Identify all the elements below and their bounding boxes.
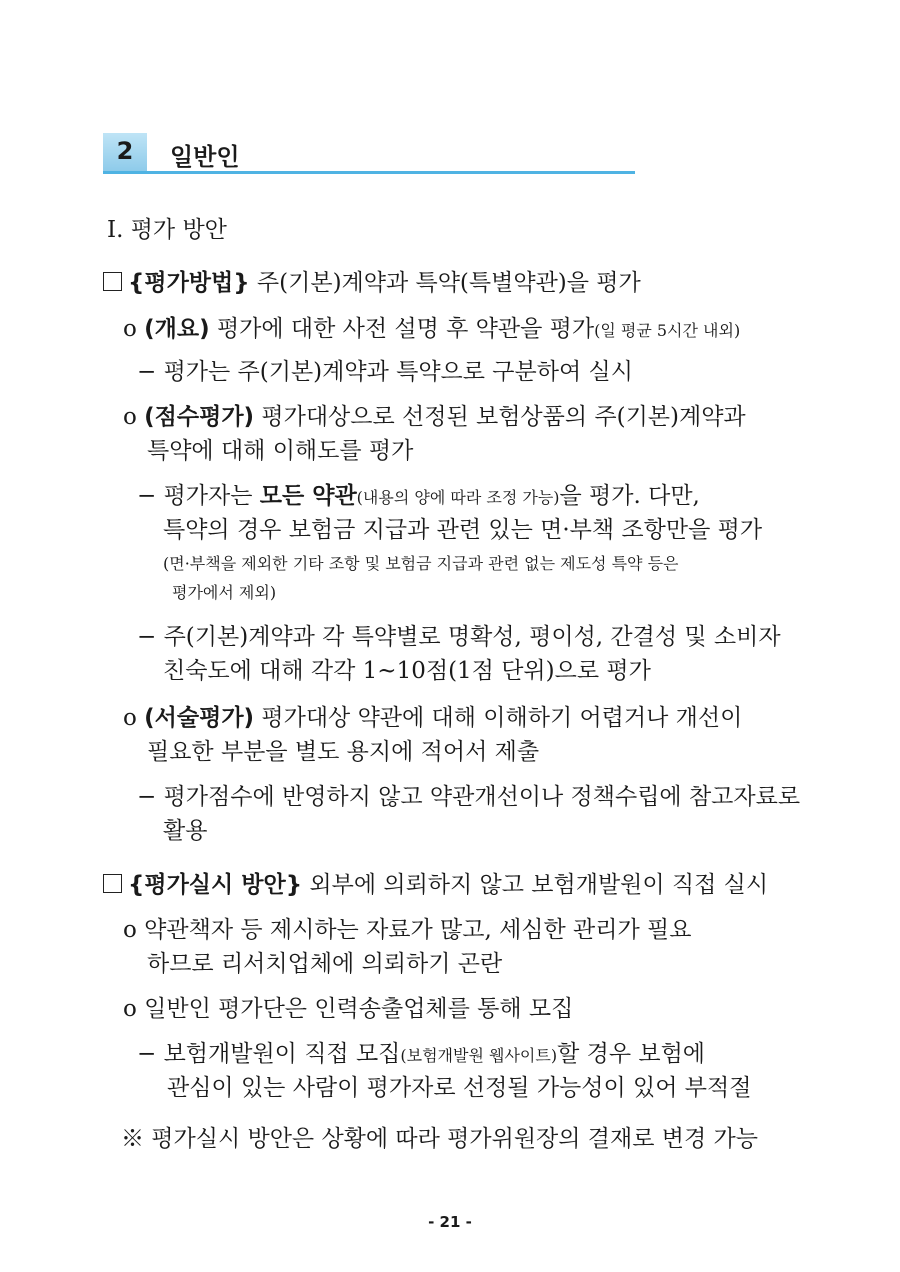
- section-underline: [103, 171, 635, 174]
- score-label: (점수평가): [144, 404, 255, 430]
- written-sub-line1: [137, 784, 800, 810]
- overview-note: (일 평균 5시간 내외): [594, 321, 741, 340]
- overview-sub-text: 평가는 주(기본)계약과 특약으로 구분하여 실시: [163, 359, 633, 385]
- heading-evaluation-plan: Ⅰ. 평가 방안: [107, 217, 227, 243]
- score-line2: 특약에 대해 이해도를 평가: [147, 438, 414, 464]
- block1-title: [103, 270, 641, 296]
- score-sub1-small2: 평가에서 제외): [172, 583, 277, 602]
- block2-label: {평가실시 방안}: [128, 872, 303, 898]
- written-sub-line2: 활용: [163, 818, 208, 844]
- overview-sub: [137, 359, 633, 385]
- block2-title: [103, 872, 768, 898]
- score-sub1-note: (내용의 양에 따라 조정 가능): [356, 488, 560, 507]
- dash-marker: −: [137, 359, 157, 385]
- block2-sub-pre: 보험개발원이 직접 모집: [163, 1041, 401, 1067]
- section-number: 2: [116, 137, 134, 165]
- overview-label: (개요): [144, 316, 210, 342]
- dash-marker: −: [137, 784, 157, 810]
- score-sub2-line1: [137, 624, 781, 650]
- score-sub1-line1: [137, 483, 700, 509]
- score-line1: [123, 404, 746, 430]
- dash-marker: −: [137, 624, 157, 650]
- score-sub2-line2: 친숙도에 대해 각각 1~10점(1점 단위)으로 평가: [163, 658, 651, 684]
- score-sub2-text: 주(기본)계약과 각 특약별로 명확성, 평이성, 간결성 및 소비자: [163, 624, 781, 650]
- block1-text: 주(기본)계약과 특약(특별약관)을 평가: [249, 270, 641, 296]
- item-marker: o: [123, 996, 137, 1022]
- overview-marker: o: [123, 316, 137, 342]
- score-sub1-pre: 평가자는: [163, 483, 260, 509]
- score-marker: o: [123, 404, 137, 430]
- item-marker: o: [123, 917, 137, 943]
- block2-sub-line2: 관심이 있는 사람이 평가자로 선정될 가능성이 있어 부적절: [167, 1075, 752, 1101]
- block2-item2-text: 일반인 평가단은 인력송출업체를 통해 모집: [144, 996, 574, 1022]
- checkbox-icon: [103, 272, 122, 291]
- dash-marker: −: [137, 483, 157, 509]
- written-line1: [123, 705, 742, 731]
- block1-label: {평가방법}: [128, 270, 250, 296]
- written-line2: 필요한 부분을 별도 용지에 적어서 제출: [147, 739, 540, 765]
- score-text1: 평가대상으로 선정된 보험상품의 주(기본)계약과: [254, 404, 746, 430]
- block2-item2: [123, 996, 573, 1022]
- block2-sub-line1: [137, 1041, 705, 1067]
- score-sub1-post: 을 평가. 다만,: [559, 483, 700, 509]
- block2-text: 외부에 의뢰하지 않고 보험개발원이 직접 실시: [302, 872, 769, 898]
- checkbox-icon: [103, 874, 122, 893]
- score-sub1-bold: 모든 약관: [259, 483, 357, 509]
- block2-item1-line2: 하므로 리서치업체에 의뢰하기 곤란: [147, 951, 503, 977]
- overview-line: [123, 316, 740, 342]
- overview-text: 평가에 대한 사전 설명 후 약관을 평가: [209, 316, 595, 342]
- block2-item1-text: 약관책자 등 제시하는 자료가 많고, 세심한 관리가 필요: [144, 917, 692, 943]
- block2-sub-post: 할 경우 보험에: [557, 1041, 706, 1067]
- section-title: 일반인: [170, 143, 240, 171]
- score-sub1-line2: 특약의 경우 보험금 지급과 관련 있는 면·부책 조항만을 평가: [163, 517, 763, 543]
- dash-marker: −: [137, 1041, 157, 1067]
- written-sub-text: 평가점수에 반영하지 않고 약관개선이나 정책수립에 참고자료로: [163, 784, 801, 810]
- block2-sub-note: (보험개발원 웹사이트): [400, 1046, 558, 1065]
- written-marker: o: [123, 705, 137, 731]
- written-label: (서술평가): [144, 705, 255, 731]
- score-sub1-small1: (면·부책을 제외한 기타 조항 및 보험금 지급과 관련 없는 제도성 특약 등은: [163, 554, 679, 573]
- page-number: - 21 -: [428, 1213, 472, 1231]
- written-text1: 평가대상 약관에 대해 이해하기 어렵거나 개선이: [254, 705, 743, 731]
- remark-note: ※ 평가실시 방안은 상황에 따라 평가위원장의 결재로 변경 가능: [121, 1126, 758, 1152]
- block2-item1-line1: [123, 917, 691, 943]
